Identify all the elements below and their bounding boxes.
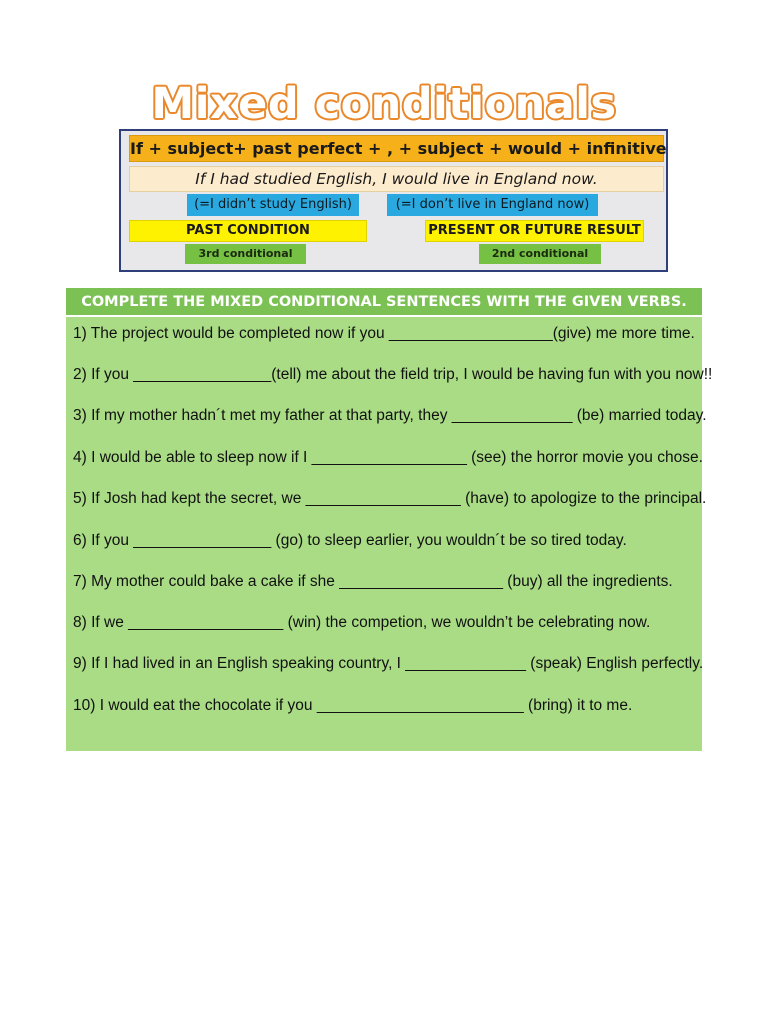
exercise-sentence-1: 1) The project would be completed now if you ___________________(give) me more time.	[73, 325, 695, 342]
third-conditional-tag: 3rd conditional	[185, 244, 306, 264]
second-conditional-tag: 2nd conditional	[479, 244, 601, 264]
past-meaning-note: (=I didn’t study English)	[187, 194, 359, 216]
worksheet-title: Mixed conditionals	[151, 79, 617, 129]
exercise-sentence-6: 6) If you ________________ (go) to sleep earlier, you wouldn´t be so tired today.	[73, 532, 627, 549]
exercise-sentence-8: 8) If we __________________ (win) the competion, we wouldn’t be celebrating now.	[73, 614, 651, 631]
exercise-sentence-3: 3) If my mother hadn´t met my father at that party, they ______________ (be) married today.	[73, 407, 707, 424]
exercise-sentence-4: 4) I would be able to sleep now if I __________________ (see) the horror movie you chose.	[73, 449, 703, 466]
present-result-label: PRESENT OR FUTURE RESULT	[425, 220, 644, 242]
exercise-sentence-10: 10) I would eat the chocolate if you ________________________ (bring) it to me.	[73, 697, 633, 714]
exercise-instruction: COMPLETE THE MIXED CONDITIONAL SENTENCES WITH THE GIVEN VERBS.	[66, 288, 702, 317]
exercise-sentence-7: 7) My mother could bake a cake if she ___________________ (buy) all the ingredients.	[73, 573, 673, 590]
present-meaning-note: (=I don’t live in England now)	[387, 194, 598, 216]
exercise-panel	[66, 288, 713, 751]
past-condition-label: PAST CONDITION	[129, 220, 367, 242]
exercise-sentence-9: 9) If I had lived in an English speaking country, I ______________ (speak) English perfectly.	[73, 655, 704, 672]
exercise-sentence-5: 5) If Josh had kept the secret, we __________________ (have) to apologize to the principal.	[73, 490, 707, 507]
rule-example-sentence: If I had studied English, I would live in England now.	[129, 166, 664, 192]
rule-summary-box	[119, 129, 668, 272]
exercise-sentence-2: 2) If you ________________(tell) me about the field trip, I would be having fun with you now!!	[73, 366, 713, 383]
rule-formula: If + subject+ past perfect + , + subject + would + infinitive	[129, 135, 664, 162]
